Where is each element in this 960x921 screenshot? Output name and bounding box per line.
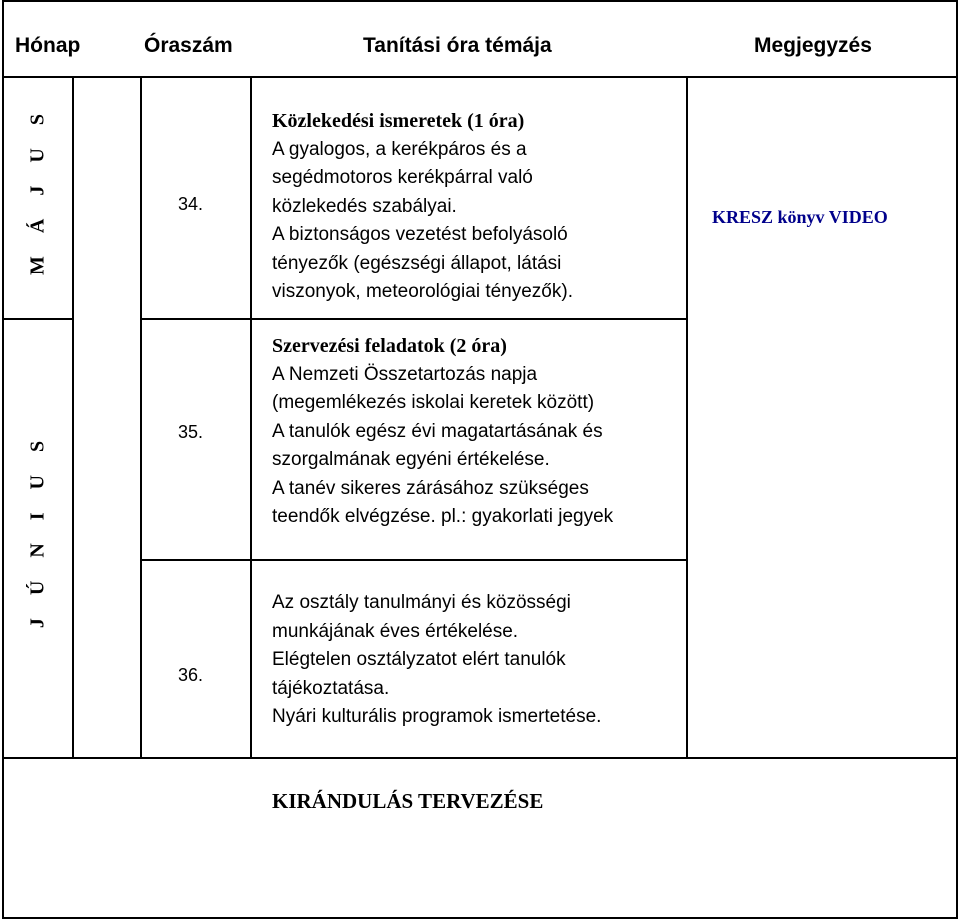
lesson-number-34: 34. bbox=[178, 194, 204, 214]
topic-35 bbox=[272, 332, 613, 532]
lesson-number-36: 36. bbox=[178, 665, 204, 685]
border-right bbox=[956, 0, 958, 919]
topic-line: közlekedés szabályai. bbox=[272, 195, 457, 217]
topic-line: teendők elvégzése. pl.: gyakorlati jegyek bbox=[272, 506, 614, 527]
lesson-number-35: 35. bbox=[178, 422, 204, 442]
topic-line: (megemlékezés iskolai keretek között) bbox=[272, 392, 595, 413]
topic-line: viszonyok, meteorológiai tényezők). bbox=[272, 281, 573, 302]
header-topic: Tanítási óra témája bbox=[363, 34, 552, 57]
body-bottom-rule bbox=[2, 757, 958, 759]
topic-line: munkájának éves értékelése. bbox=[272, 620, 519, 642]
topic-line: Nyári kulturális programok ismertetése. bbox=[272, 706, 602, 727]
col-rule-month bbox=[72, 76, 74, 759]
header-month: Hónap bbox=[15, 34, 81, 57]
header-rule bbox=[2, 76, 958, 78]
topic-line: A Nemzeti Összetartozás napja bbox=[272, 363, 538, 385]
col-rule-hours bbox=[140, 76, 142, 759]
month-june: J Ú N I U S bbox=[26, 431, 49, 629]
row-rule-35-36 bbox=[142, 559, 688, 561]
topic-line: A biztonságos vezetést befolyásoló bbox=[272, 224, 568, 245]
topic-line: Az osztály tanulmányi és közösségi bbox=[272, 592, 571, 613]
row-rule-34-35 bbox=[142, 318, 688, 320]
topic-line: A tanév sikeres zárásához szükséges bbox=[272, 477, 589, 499]
month-may: M Á J U S bbox=[26, 105, 49, 275]
topic-36 bbox=[272, 589, 601, 732]
topic-34 bbox=[272, 107, 573, 307]
topic-line: Elégtelen osztályzatot elért tanulók bbox=[272, 649, 566, 670]
topic-title: Szervezési feladatok (2 óra) bbox=[272, 335, 507, 357]
topic-line: tájékoztatása. bbox=[272, 677, 390, 699]
border-top bbox=[2, 0, 958, 2]
topic-line: szorgalmának egyéni értékelése. bbox=[272, 449, 550, 470]
topic-line: A gyalogos, a kerékpáros és a bbox=[272, 138, 527, 160]
border-bottom bbox=[2, 917, 958, 919]
note-kresz-video: KRESZ könyv VIDEO bbox=[712, 207, 888, 227]
col-rule-note bbox=[686, 76, 688, 759]
header-hours: Óraszám bbox=[144, 34, 233, 57]
col-rule-topic bbox=[250, 76, 252, 759]
trip-planning-label: KIRÁNDULÁS TERVEZÉSE bbox=[272, 789, 544, 813]
topic-line: tényezők (egészségi állapot, látási bbox=[272, 252, 562, 274]
topic-title: Közlekedési ismeretek (1 óra) bbox=[272, 110, 525, 132]
row-rule-may-june bbox=[2, 318, 74, 320]
header-note: Megjegyzés bbox=[754, 34, 872, 57]
topic-line: segédmotoros kerékpárral való bbox=[272, 167, 533, 188]
topic-line: A tanulók egész évi magatartásának és bbox=[272, 420, 603, 442]
border-left bbox=[2, 0, 4, 919]
